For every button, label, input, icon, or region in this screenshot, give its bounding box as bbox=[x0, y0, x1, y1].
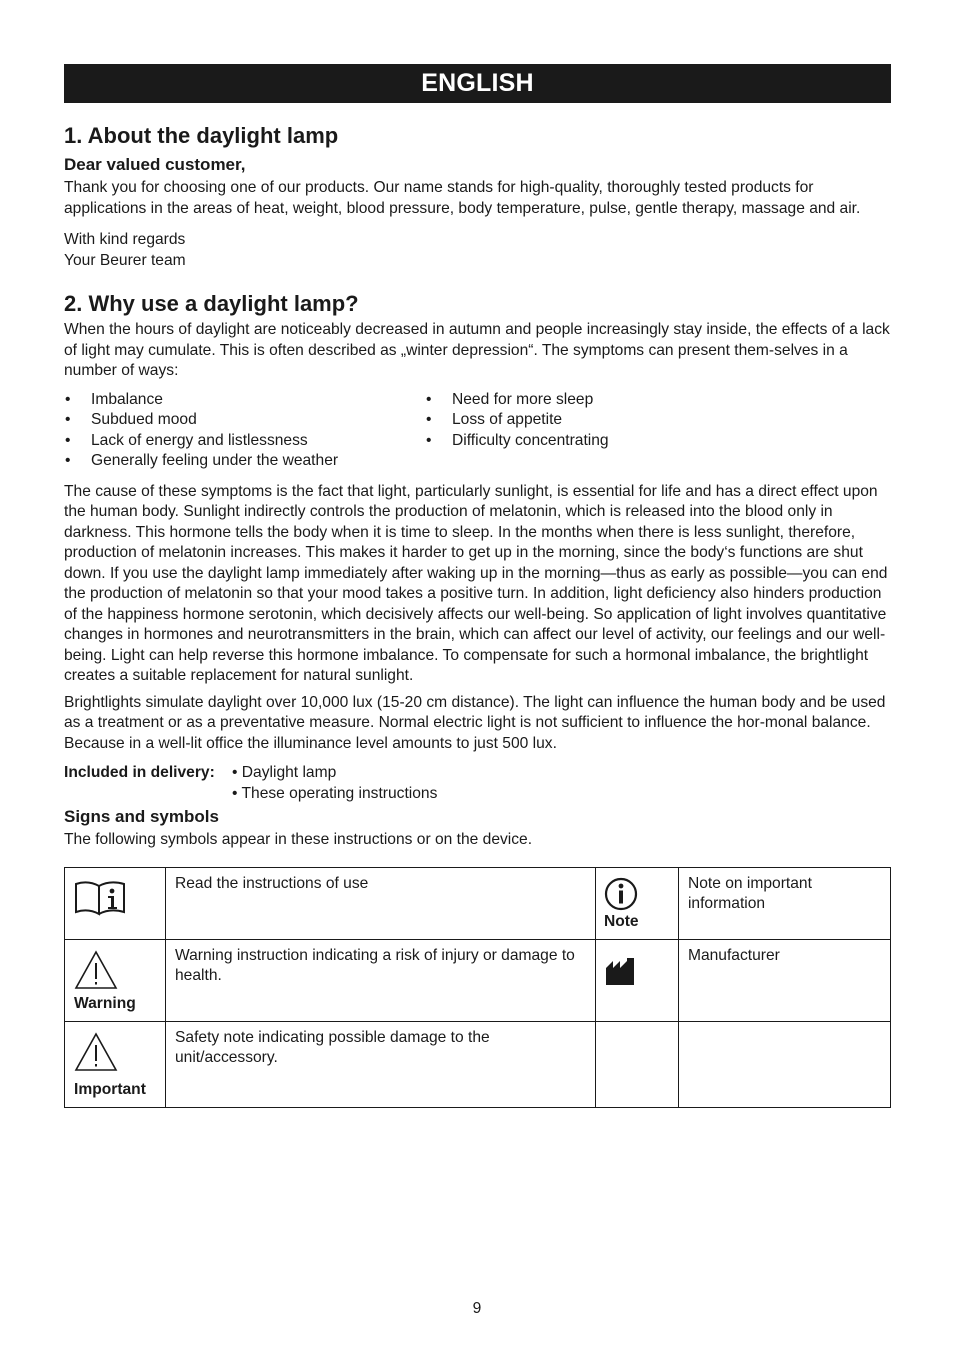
list-item: • Difficulty concentrating bbox=[425, 431, 609, 452]
factory-icon bbox=[605, 956, 635, 986]
signs-heading: Signs and symbols bbox=[64, 807, 219, 826]
symbol-description bbox=[678, 1021, 890, 1107]
delivery-label: Included in delivery: bbox=[64, 764, 215, 781]
regards-line: With kind regards bbox=[64, 231, 186, 248]
list-item: • Subdued mood bbox=[64, 410, 425, 431]
list-item: • Need for more sleep bbox=[425, 390, 609, 411]
signature-line: Your Beurer team bbox=[64, 251, 186, 269]
delivery-contents bbox=[64, 763, 891, 804]
symbol-cell bbox=[595, 939, 678, 1021]
table-row bbox=[65, 939, 891, 1021]
language-banner: ENGLISH bbox=[64, 64, 891, 103]
brightlights-paragraph: Brightlights simulate daylight over 10,000 lux (15-20 cm distance). The light can influence the human body and be used as a treatment or as a preventative measure. Normal electric light is not sufficient to influence the hor-monal balance. Because in a well-lit office the illuminance level amounts to just 500 lux. bbox=[64, 693, 886, 752]
symbol-label: Note bbox=[603, 913, 639, 930]
page-number: 9 bbox=[472, 1300, 482, 1317]
symbol-cell bbox=[65, 939, 166, 1021]
list-item: • Imbalance bbox=[64, 390, 425, 411]
symbol-cell bbox=[595, 867, 678, 939]
cause-paragraph: The cause of these symptoms is the fact that light, particularly sunlight, is essential for life and has a direct effect upon the human body. Sunlight indirectly controls the production of melatonin, which is released into the blood only in darkness. This hormone tells the body when it is time to sleep. In the months when there is less sunlight, therefore, production of melatonin increases. This makes it harder to get up in the morning, since the body‘s functions are shut down. If you use the daylight lamp immediately after waking up in the morning—thus as early as possible—you can end the production of melatonin so that your mood takes a positive turn. In addition, light deficiency also hinders production of the happiness hormone serotonin, which decisively affects our well-being. So application of light involves quantitative changes in hormones and neurotransmitters in the brain, which can affect our level of activity, our feelings and our well-being. Light can help reverse this hormone imbalance. To compensate for such a hormonal imbalance, the brightlight creates a suitable replacement for natural sunlight. bbox=[64, 482, 888, 684]
symptom-list bbox=[64, 390, 891, 472]
signs-intro: The following symbols appear in these instructions or on the device. bbox=[64, 831, 533, 848]
table-row bbox=[65, 1021, 891, 1107]
delivery-list bbox=[232, 763, 437, 804]
section-heading-about: 1. About the daylight lamp bbox=[64, 123, 339, 148]
warning-triangle-icon bbox=[74, 950, 118, 990]
symbol-cell bbox=[65, 867, 166, 939]
intro-paragraph: Thank you for choosing one of our products. Our name stands for high-quality, thoroughly tested products for applications in the areas of heat, weight, blood pressure, body temperature, pulse, gentle therapy, massage and air. bbox=[64, 179, 861, 217]
list-item: • These operating instructions bbox=[232, 784, 438, 802]
manual-icon bbox=[74, 880, 126, 916]
symbol-description: Warning instruction indicating a risk of injury or damage to health. bbox=[166, 939, 596, 1021]
list-item: • Daylight lamp bbox=[232, 764, 337, 781]
symbol-description: Note on important information bbox=[678, 867, 890, 939]
symbol-label: Important bbox=[74, 1081, 146, 1098]
warning-triangle-icon bbox=[74, 1032, 118, 1072]
symbols-table bbox=[64, 867, 891, 1108]
greeting: Dear valued customer, bbox=[64, 155, 246, 174]
symbol-description: Safety note indicating possible damage to the unit/accessory. bbox=[166, 1021, 596, 1107]
symptom-column-2 bbox=[425, 390, 609, 472]
info-icon bbox=[604, 877, 638, 911]
symbol-description: Manufacturer bbox=[678, 939, 890, 1021]
list-item: • Lack of energy and listlessness bbox=[64, 431, 425, 452]
page bbox=[64, 64, 891, 1108]
symbol-cell bbox=[595, 1021, 678, 1107]
symbol-cell bbox=[65, 1021, 166, 1107]
why-paragraph: When the hours of daylight are noticeably decreased in autumn and people increasingly stay inside, the effects of a lack of light may cumulate. This is often described as „winter depression“. The symptoms can present them-selves in a number of ways: bbox=[64, 321, 890, 379]
symptom-column-1 bbox=[64, 390, 425, 472]
symbol-description: Read the instructions of use bbox=[166, 867, 596, 939]
table-row bbox=[65, 867, 891, 939]
list-item: • Generally feeling under the weather bbox=[64, 451, 425, 472]
section-heading-why: 2. Why use a daylight lamp? bbox=[64, 291, 359, 316]
list-item: • Loss of appetite bbox=[425, 410, 609, 431]
symbol-label: Warning bbox=[74, 995, 136, 1012]
